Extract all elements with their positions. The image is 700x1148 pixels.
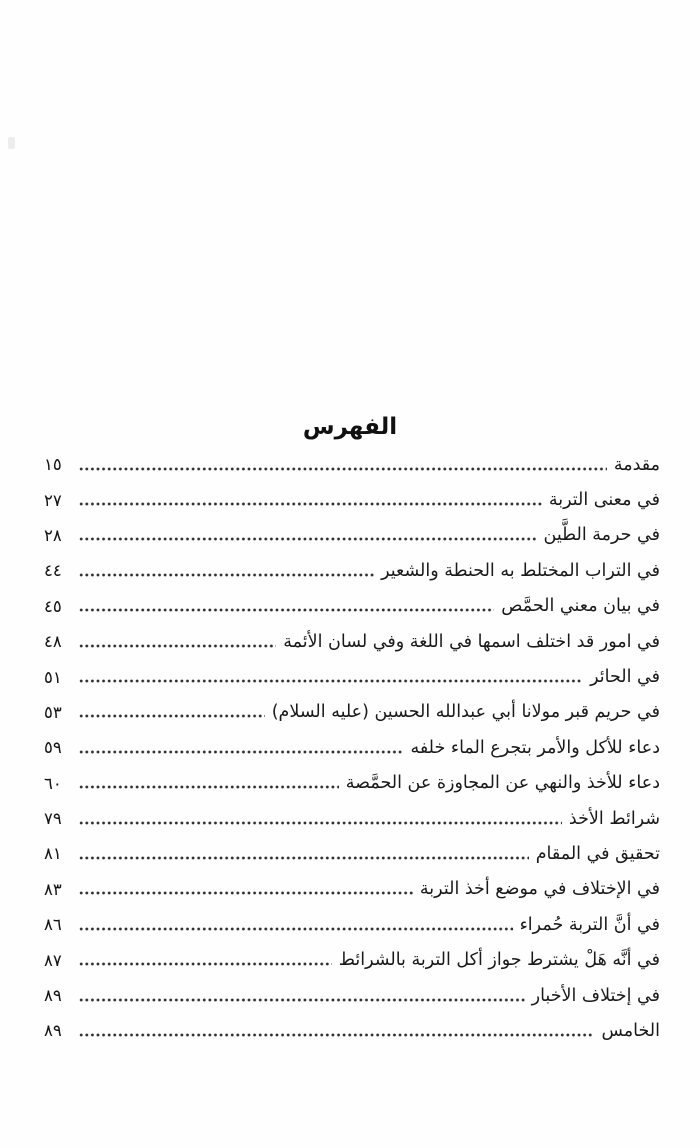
toc-entry-label: تحقيق في المقام xyxy=(535,843,660,864)
toc-entry-label: الخامس xyxy=(601,1020,660,1041)
toc-entry-label: في امور قد اختلف اسمها في اللغة وفي لسان الأئمة xyxy=(283,631,660,652)
dot-leader xyxy=(79,955,332,973)
toc-entry-page: ٤٨ xyxy=(44,632,62,652)
toc-entry-label: في بيان معني الحمَّص xyxy=(501,596,660,617)
toc-row xyxy=(44,447,660,482)
dot-leader xyxy=(79,920,513,938)
toc-list xyxy=(44,447,660,1049)
toc-entry-page: ٥٣ xyxy=(44,702,62,722)
toc-entry-label: دعاء للأخذ والنهي عن المجاوزة عن الحمَّصة xyxy=(345,773,660,794)
toc-entry-page: ٨٩ xyxy=(44,986,62,1006)
dot-leader xyxy=(79,495,542,513)
toc-row xyxy=(44,766,660,801)
toc-row xyxy=(44,659,660,694)
toc-entry-label: في الحائر xyxy=(590,667,660,688)
dot-leader xyxy=(79,530,537,548)
toc-entry-page: ٨٦ xyxy=(44,915,62,935)
toc-row xyxy=(44,1013,660,1048)
dot-leader xyxy=(79,884,413,902)
dot-leader xyxy=(79,849,529,867)
toc-entry-label: دعاء للأكل والأمر بتجرع الماء خلفه xyxy=(410,737,660,758)
toc-entry-page: ٨٩ xyxy=(44,1021,62,1041)
toc-row xyxy=(44,589,660,624)
toc-entry-label: في حريم قبر مولانا أبي عبدالله الحسين (عليه السلام) xyxy=(271,702,660,723)
toc-entry-label: في إختلاف الأخبار xyxy=(531,985,660,1006)
toc-row xyxy=(44,518,660,553)
toc-entry-page: ٧٩ xyxy=(44,809,62,829)
toc-entry-label: في أنَّ التربة حُمراء xyxy=(519,914,660,935)
toc-row xyxy=(44,907,660,942)
dot-leader xyxy=(79,672,583,690)
toc-row xyxy=(44,730,660,765)
toc-row xyxy=(44,553,660,588)
toc-entry-page: ٥٩ xyxy=(44,738,62,758)
toc-entry-page: ٨٣ xyxy=(44,879,62,899)
toc-entry-page: ٨١ xyxy=(44,844,62,864)
dot-leader xyxy=(79,814,562,832)
dot-leader xyxy=(79,778,339,796)
page-title: الفهرس xyxy=(302,414,398,440)
toc-entry-page: ٦٠ xyxy=(44,773,62,793)
toc-entry-label: في أنَّه هَلْ يشترط جواز أكل التربة بالشرائط xyxy=(338,950,660,971)
toc-row xyxy=(44,695,660,730)
toc-entry-label: شرائط الأخذ xyxy=(568,808,660,829)
dot-leader xyxy=(79,743,403,761)
toc-entry-label: في حرمة الطَّين xyxy=(543,525,660,546)
toc-entry-page: ٥١ xyxy=(44,667,62,687)
toc-row xyxy=(44,836,660,871)
toc-entry-label: في معنى التربة xyxy=(548,490,660,511)
toc-row xyxy=(44,482,660,517)
toc-row xyxy=(44,624,660,659)
toc-entry-label: مقدمة xyxy=(613,454,660,475)
toc-entry-page: ١٥ xyxy=(44,455,62,475)
dot-leader xyxy=(79,601,494,619)
dot-leader xyxy=(79,707,265,725)
toc-row xyxy=(44,801,660,836)
toc-row xyxy=(44,978,660,1013)
toc-row xyxy=(44,942,660,977)
dot-leader xyxy=(79,637,276,655)
dot-leader xyxy=(79,1026,594,1044)
toc-entry-label: في الإختلاف في موضع أخذ التربة xyxy=(419,879,660,900)
toc-entry-page: ٢٧ xyxy=(44,490,62,510)
scan-smudge xyxy=(8,137,15,149)
toc-entry-page: ٤٥ xyxy=(44,596,62,616)
dot-leader xyxy=(79,460,607,478)
toc-entry-page: ٢٨ xyxy=(44,525,62,545)
toc-row xyxy=(44,872,660,907)
dot-leader xyxy=(79,566,374,584)
toc-entry-page: ٤٤ xyxy=(44,561,62,581)
dot-leader xyxy=(79,991,525,1009)
toc-entry-label: في التراب المختلط به الحنطة والشعير xyxy=(381,560,660,581)
toc-entry-page: ٨٧ xyxy=(44,950,62,970)
